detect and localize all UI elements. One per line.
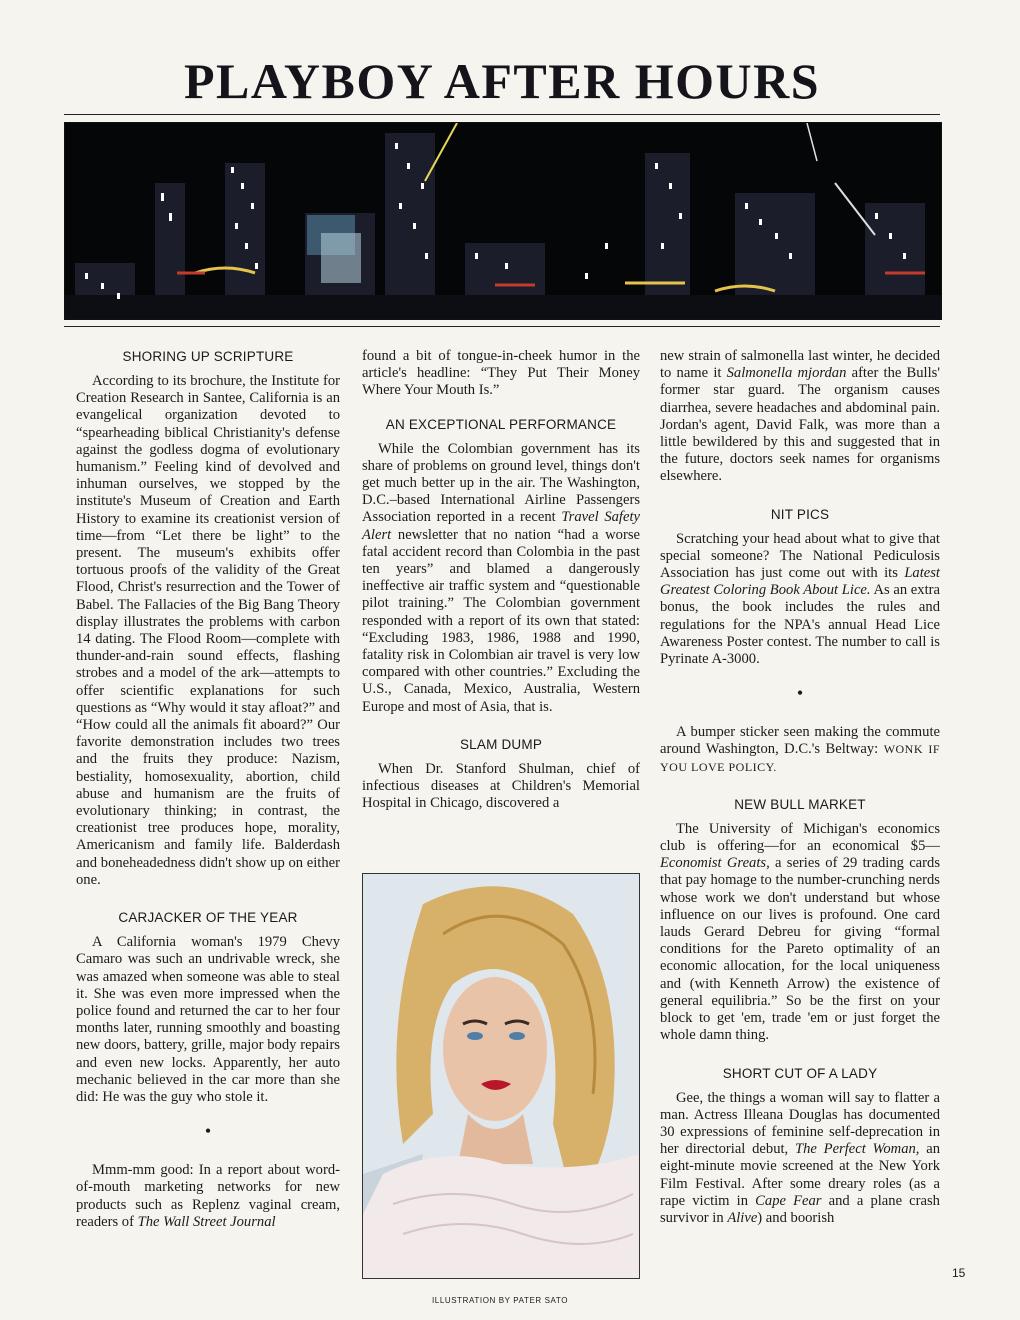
top-rule (64, 114, 940, 115)
illustration-credit: ILLUSTRATION BY PATER SATO (431, 1296, 569, 1305)
column-1 (76, 348, 340, 1231)
column-2 (362, 348, 640, 812)
woman-portrait-illustration (362, 873, 640, 1279)
exceptional-performance-body: While the Colombian government has its share of problems on ground level, things don't get much better up in the air. The Washington, D.C.–based International Airline Passengers Association reported in a recent Travel Safety Alert newsletter that no nation “had a worse fatal accident record than Colombia in the past ten years” and blamed a dangerously ineffective air traffic system and “questionable pilot training.” The Colombian government responded with a report of its own that stated: “Excluding 1983, 1986, 1988 and 1990, fatality risk in Colombian air travel is very low compared with other countries.” Excluding the U.S., Canada, Mexico, Australia, Western Europe and most of Asia, that is. (362, 440, 640, 715)
mmm-body-continued: found a bit of tongue-in-cheek humor in the article's headline: “They Put Their Money Where Your Mouth Is.” (362, 348, 640, 399)
heading-exceptional-performance: AN EXCEPTIONAL PERFORMANCE (385, 416, 617, 432)
bumper-sticker-body: A bumper sticker seen making the commute around Washington, D.C.'s Beltway: WONK IF YOU LOVE POLICY. (660, 724, 940, 774)
bullet-separator-2: • (796, 683, 804, 704)
heading-slam-dump: SLAM DUMP (459, 736, 543, 752)
city-skyline-icon (64, 122, 942, 320)
heading-nit-pics: NIT PICS (770, 506, 830, 522)
heading-short-cut: SHORT CUT OF A LADY (722, 1065, 878, 1081)
bullet-separator: • (204, 1121, 212, 1142)
heading-new-bull-market: NEW BULL MARKET (734, 796, 866, 812)
bottom-rule (64, 326, 940, 327)
nit-pics-body: Scratching your head about what to give that special someone? The National Pediculosis Association has just come out with its Latest Greatest Coloring Book About Lice. As an extra bonus, the book includes the rules and regulations for the NPA's annual Head Lice Awareness Poster contest. The number to call is Pyrinate A-3000. (660, 530, 940, 668)
shoring-up-scripture-body: According to its brochure, the Institute for Creation Research in Santee, California is an evangelical organization devoted to “spearheading biblical Christianity's defense against the godless dogma of evolutionary humanism.” Feeling kind of devolved and inhuman ourselves, we stopped by the institute's Museum of Creation and Earth History to examine its creationist version of time—from “Let there be light” to the present. The museum's exhibits offer tortuous proofs of the validity of the Great Flood, Christ's resurrection and the Tower of Babel. The Fallacies of the Big Bang Theory display illustrates the problems with carbon 14 dating. The Flood Room—complete with thunder-and-rain sound effects, flashing strobes and a model of the ark—attempts to offer scientific explanations for such questions as “Why would it stay afloat?” and “How could all the animals fit aboard?” Our favorite demonstration includes two trees and the fruits they produce: Nazism, bestiality, homosexuality, abortion, child abuse and humanism are the fruits of evolutionary thinking; in contrast, the creationist tree produces hope, morality, Americanism and family life. Balderdash and boneheadedness didn't show up on either one. (76, 373, 340, 888)
column-3 (660, 348, 940, 1227)
short-cut-body: Gee, the things a woman will say to flatter a man. Actress Illeana Douglas has documented 30 expressions of feminine self-deprecation in her directorial debut, The Perfect Woman, an eight-minute movie screened at the New York Film Festival. After some dreary roles (as a rape victim in Cape Fear and a plane crash survivor in Alive) and boorish (660, 1089, 941, 1226)
mmm-body: Mmm-mm good: In a report about word-of-mouth marketing networks for new products such as Replenz vaginal cream, readers of The Wall Street Journal (76, 1162, 340, 1230)
page-number: 15 (952, 1266, 966, 1280)
slam-dump-body-continued: new strain of salmonella last winter, he decided to name it Salmonella mjordan after the Bulls' former star guard. The organism causes diarrhea, severe headaches and abdominal pain. Jordan's agent, David Falk, was more than a little bewildered by this and suggested that in the future, doctors seek names for organisms elsewhere. (660, 348, 940, 485)
carjacker-body: A California woman's 1979 Chevy Camaro was such an undrivable wreck, she was amazed when someone was able to steal it. She was even more impressed when the police found and returned the car to her four months later, running smoothly and boasting new doors, battery, grille, major body repairs and even new locks. Apparently, her auto mechanic believed in the car more than she did: He was the guy who stole it. (76, 934, 340, 1105)
masthead-title: PLAYBOY AFTER HOURS (183, 53, 821, 109)
heading-shoring-up-scripture: SHORING UP SCRIPTURE (122, 349, 294, 364)
new-bull-market-body: The University of Michigan's economics club is offering—for an economical $5—Economist Greats, a series of 29 trading cards that pay homage to the number-crunching nerds whose work we don't understand but whose influence on our lives is profound. One card lauds Gerard Debreu for giving “formal conditions for the Pareto optimality of an economic allocation, for the local uniqueness and (with Kenneth Arrow) the existence of general equilibria.” So be the first on your block to get 'em, trade 'em or just forget the whole damn thing. (660, 820, 940, 1044)
slam-dump-body: When Dr. Stanford Shulman, chief of infectious diseases at Children's Memorial Hospital in Chicago, discovered a (362, 760, 640, 812)
heading-carjacker: CARJACKER OF THE YEAR (118, 910, 298, 926)
